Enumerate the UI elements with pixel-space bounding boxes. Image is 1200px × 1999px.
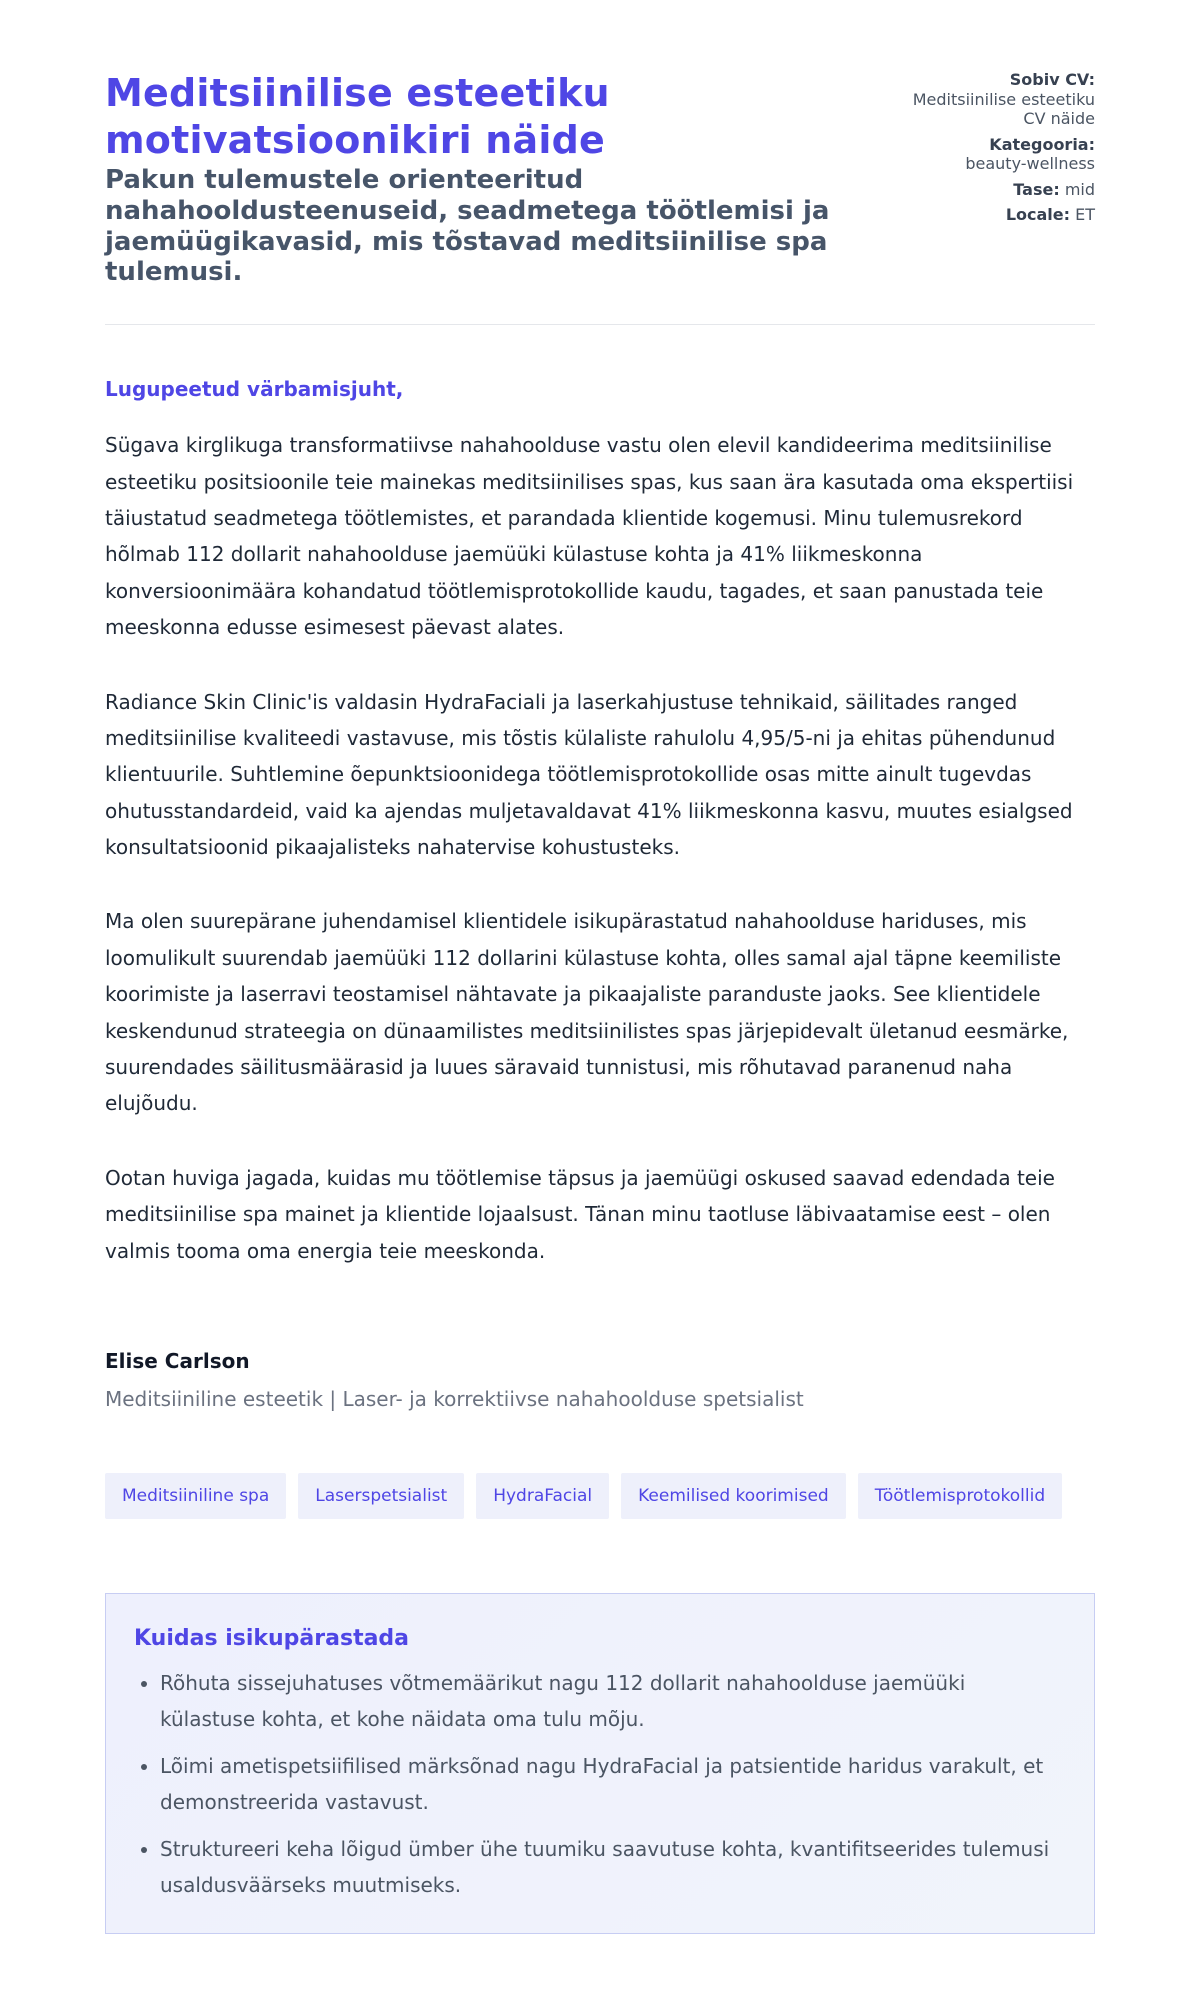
meta-locale [895,205,1095,225]
meta-level-label: Tase: [1013,179,1060,199]
meta-panel [895,70,1095,231]
page-title: Meditsiinilise esteetiku motivatsioonikiri näide [105,71,610,162]
tip-item-3: • Struktureeri keha lõigud ümber ühe tuumiku saavutuse kohta, kvantifitseerides tulemusi usaldusväärseks muutmiseks. [160,1831,1066,1904]
meta-cv [895,70,1095,129]
tag-hydrafacial[interactable]: HydraFacial [476,1473,609,1519]
meta-level-value: mid [1064,179,1095,199]
meta-locale-label: Locale: [1005,205,1071,225]
tips-title: Kuidas isikupärastada [134,1625,410,1651]
meta-category-label: Kategooria: [989,134,1095,154]
tag-chemical-peels[interactable]: Keemilised koorimised [621,1473,846,1519]
header-titles [105,70,845,288]
tag-treatment-protocols[interactable]: Töötlemisprotokollid [858,1473,1062,1519]
tag-laser-specialist[interactable]: Laserspetsialist [298,1473,464,1519]
cover-letter-page [105,0,1095,1934]
tag-list [105,1473,1095,1519]
letter-paragraph-2: Radiance Skin Clinic'is valdasin HydraFaciali ja laserkahjustuse tehnikaid, säilitades ranged meditsiinilise kvaliteedi vastavuse, mis tõstis külaliste rahulolu 4,95/5-ni ja ehitas pühendunud klientuurile. Suhtlemine õepunktsioonidega töötlemisprotokollide osas mitte ainult tugevdas ohutusstandardeid, vaid ka ajendas muljetavaldavat 41% liikmeskonna kasvu, muutes esialgsed konsultatsioonid pikaajalisteks nahatervise kohustusteks. [105,689,1073,860]
page-subtitle: Pakun tulemustele orienteeritud nahahooldusteenuseid, seadmetega töötlemisi ja jaemüügikavasid, mis tõstavad meditsiinilise spa tulemusi. [105,165,830,288]
header-divider [105,324,1095,325]
tip-item-1: • Rõhuta sissejuhatuses võtmemäärikut nagu 112 dollarit nahahoolduse jaemüüki külastuse kohta, et kohe näidata oma tulu mõju. [160,1665,1066,1738]
signature-name: Elise Carlson [105,1348,250,1373]
personalization-tips [105,1593,1095,1934]
letter-greeting: Lugupeetud värbamisjuht, [105,377,404,402]
meta-category [895,135,1095,174]
signature-role: Meditsiiniline esteetik | Laser- ja korrektiivse nahahoolduse spetsialist [105,1386,804,1411]
meta-category-value: beauty-wellness [965,154,1095,174]
letter-paragraph-1: Sügava kirglikuga transformatiivse nahahoolduse vastu olen elevil kandideerima meditsiinilise esteetiku positsioonile teie mainekas meditsiinilises spas, kus saan ära kasutada oma ekspertiisi täiustatud seadmetega töötlemistes, et parandada klientide kogemusi. Minu tulemusrekord hõlmab 112 dollarit nahahoolduse jaemüüki külastuse kohta ja 41% liikmeskonna konversioonimäära kohandatud töötlemisprotokollide kaudu, tagades, et saan panustada teie meeskonna edusse esimesest päevast alates. [105,433,1074,640]
tag-medical-spa[interactable]: Meditsiiniline spa [105,1473,286,1519]
meta-level [895,180,1095,200]
meta-cv-value: Meditsiinilise esteetiku CV näide [912,89,1095,129]
page-header [105,70,1095,288]
letter-paragraph-4: Ootan huviga jagada, kuidas mu töötlemise täpsus ja jaemüügi oskused saavad edendada teie meditsiinilise spa mainet ja klientide lojaalsust. Tänan minu taotluse läbivaatamise eest – olen valmis tooma oma energia teie meeskonda. [105,1165,1055,1263]
tip-item-2: • Lõimi ametispetsiifilised märksõnad nagu HydraFacial ja patsientide haridus varakult, et demonstreerida vastavust. [160,1748,1066,1821]
tips-list [134,1665,1066,1903]
meta-cv-label: Sobiv CV: [1009,70,1095,89]
meta-locale-value: ET [1075,205,1095,225]
letter-paragraph-3: Ma olen suurepärane juhendamisel klientidele isikupärastatud nahahoolduse hariduses, mis loomulikult suurendab jaemüüki 112 dollarini külastuse kohta, olles samal ajal täpne keemiliste koorimiste ja laserravi teostamisel nähtavate ja pikaajaliste paranduste jaoks. See klientidele keskendunud strateegia on dünaamilistes meditsiinilistes spas järjepidevalt ületanud eesmärke, suurendades säilitusmäärasid ja luues säravaid tunnistusi, mis rõhutavad paranenud naha elujõudu. [105,909,1069,1116]
